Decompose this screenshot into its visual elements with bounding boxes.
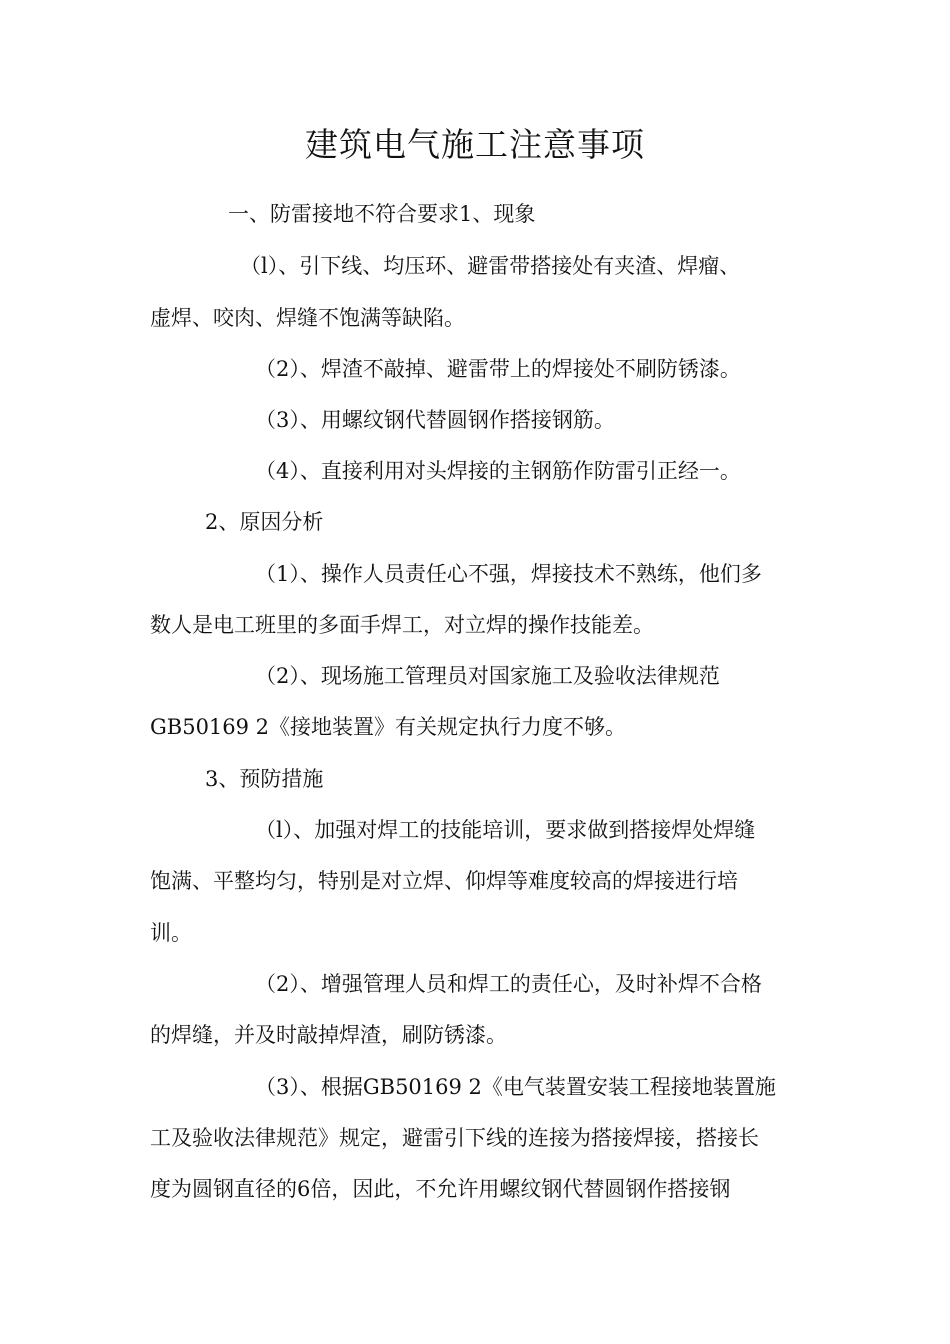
- paragraph-line: （l）、加强对焊工的技能培训，要求做到搭接焊处焊缝: [255, 818, 756, 842]
- section-heading-2: 2、原因分析: [205, 510, 324, 534]
- paragraph-line: 数人是电工班里的多面手焊工，对立焊的操作技能差。: [150, 613, 654, 637]
- paragraph-line: GB50169 2《接地装置》有关规定执行力度不够。: [150, 715, 627, 739]
- paragraph-line: 的焊缝，并及时敲掉焊渣，刷防锈漆。: [150, 1023, 507, 1047]
- paragraph-line: （3）、用螺纹钢代替圆钢作搭接钢筋。: [255, 408, 615, 432]
- paragraph-line: （2）、焊渣不敲掉、避雷带上的焊接处不刷防锈漆。: [255, 357, 741, 381]
- page-title: 建筑电气施工注意事项: [305, 125, 645, 164]
- paragraph-line: （3）、根据GB50169 2《电气装置安装工程接地装置施: [255, 1075, 776, 1099]
- paragraph-line: （4）、直接利用对头焊接的主钢筋作防雷引正经一。: [255, 459, 741, 483]
- paragraph-line: （2）、现场施工管理员对国家施工及验收法律规范: [255, 664, 720, 688]
- paragraph-line: （1）、操作人员责任心不强，焊接技术不熟练，他们多: [255, 562, 762, 586]
- section-heading-1: 一、防雷接地不符合要求1、现象: [228, 202, 536, 226]
- paragraph-line: 度为圆钢直径的6倍，因此，不允许用螺纹钢代替圆钢作搭接钢: [150, 1177, 731, 1201]
- paragraph-line: 工及验收法律规范》规定，避雷引下线的连接为搭接焊接，搭接长: [150, 1126, 759, 1150]
- paragraph-line: 虚焊、咬肉、焊缝不饱满等缺陷。: [150, 306, 465, 330]
- paragraph-line: 训。: [150, 921, 192, 945]
- paragraph-line: 饱满、平整均匀，特别是对立焊、仰焊等难度较高的焊接进行培: [150, 869, 738, 893]
- paragraph-line: （l）、引下线、均压环、避雷带搭接处有夹渣、焊瘤、: [240, 254, 741, 278]
- paragraph-line: （2）、增强管理人员和焊工的责任心，及时补焊不合格: [255, 972, 762, 996]
- section-heading-3: 3、预防措施: [205, 767, 324, 791]
